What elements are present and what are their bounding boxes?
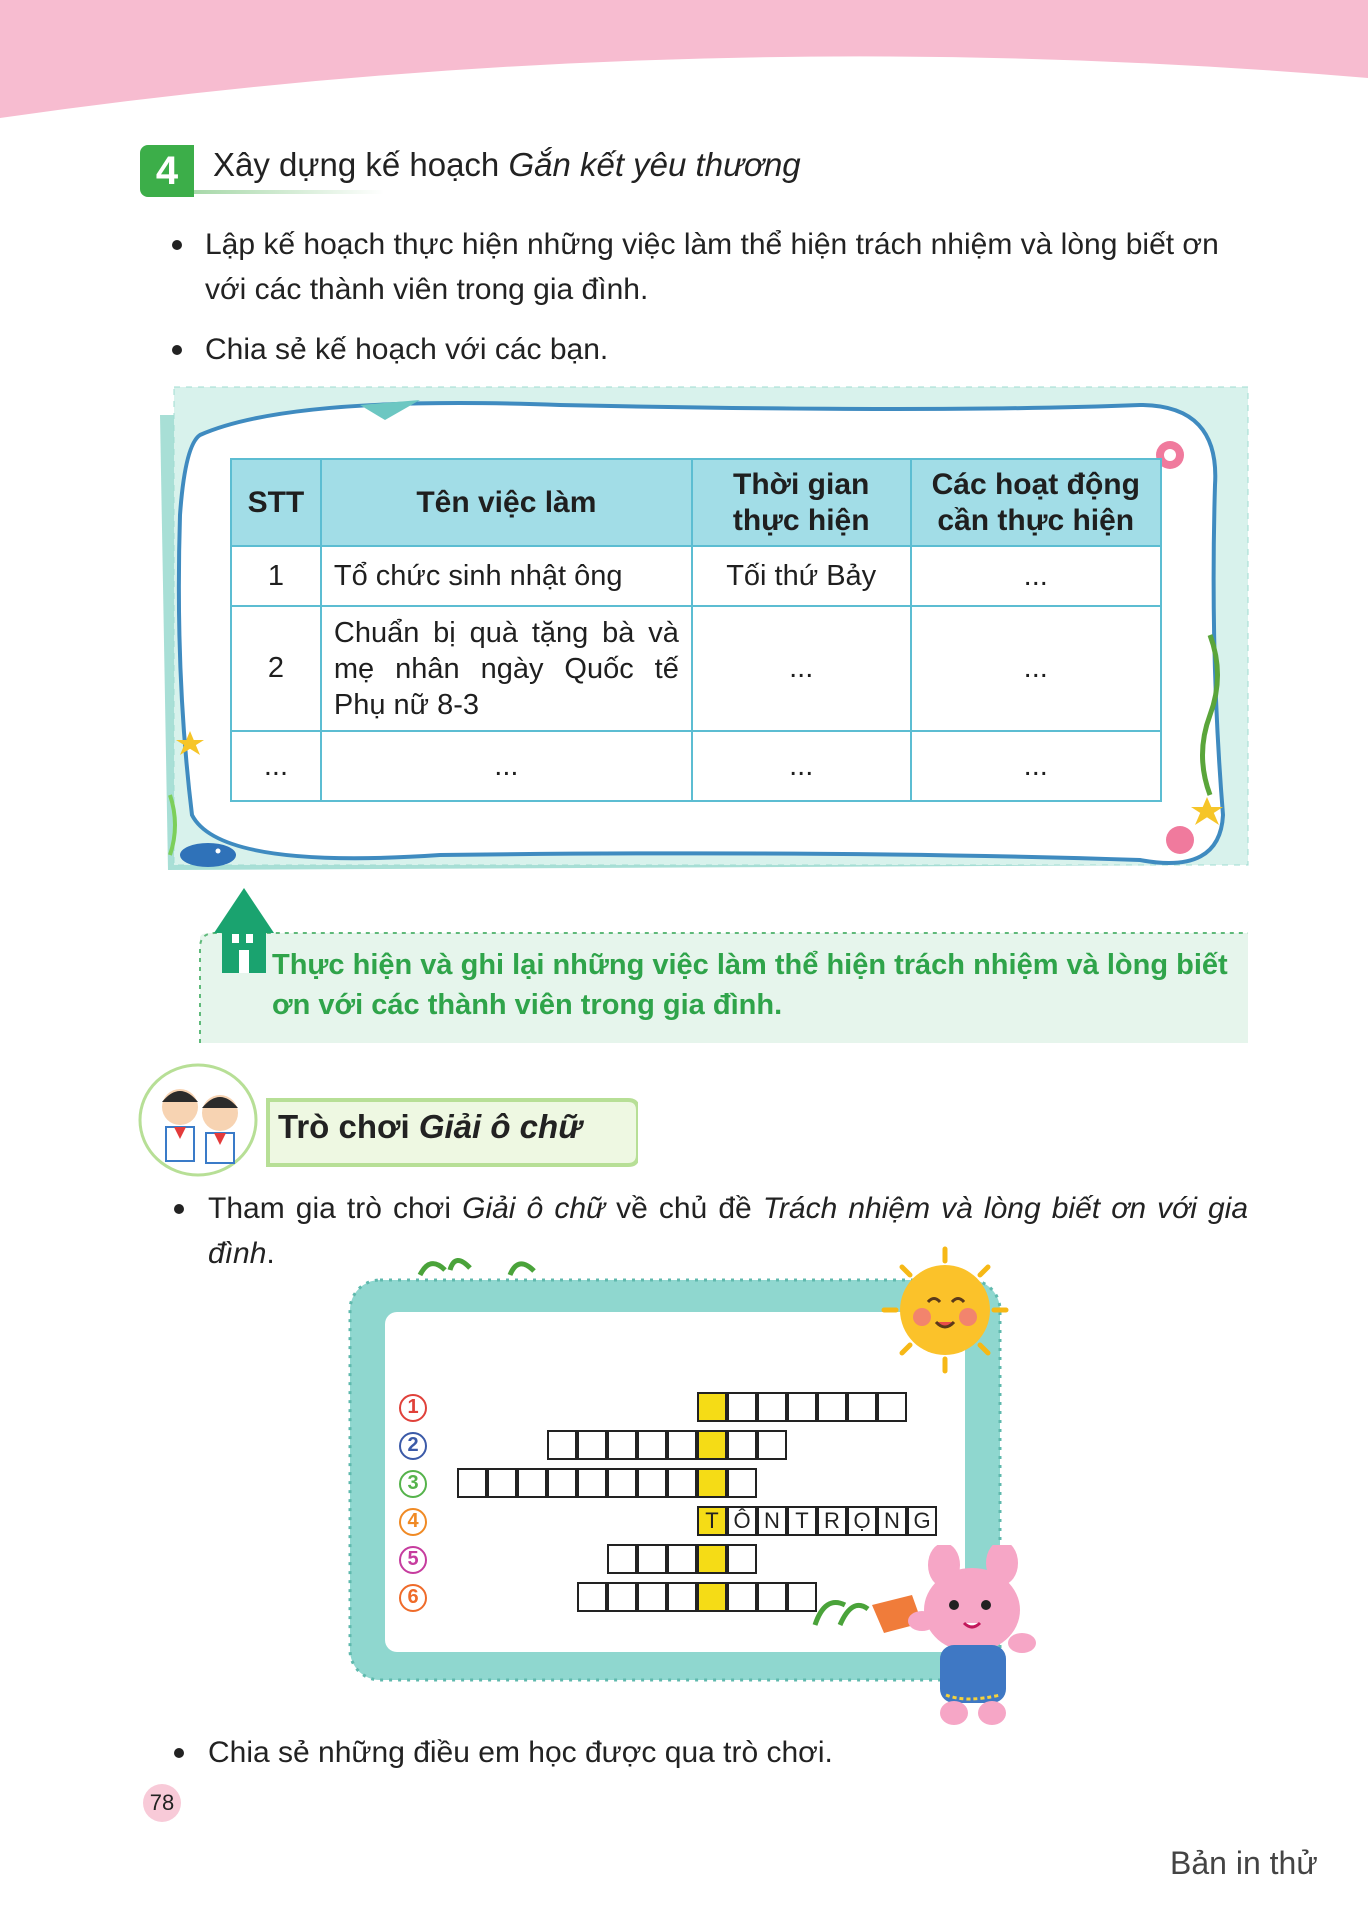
game-closing: Chia sẻ những điều em học được qua trò chơi.	[208, 1736, 833, 1769]
crossword-cell	[787, 1392, 817, 1422]
crossword-cell: G	[907, 1506, 937, 1536]
header-time: Thời gian thực hiện	[692, 459, 911, 546]
section-number-badge: 4	[140, 145, 194, 197]
crossword-cell	[727, 1430, 757, 1460]
crossword-cell	[667, 1468, 697, 1498]
table-cell: Tổ chức sinh nhật ông	[321, 546, 692, 606]
crossword-cell	[757, 1430, 787, 1460]
table-cell: Chuẩn bị quà tặng bà và mẹ nhân ngày Quốc tế Phụ nữ 8-3	[321, 606, 692, 731]
crossword-cell: Ọ	[847, 1506, 877, 1536]
crossword-cell	[577, 1468, 607, 1498]
crossword-cell	[637, 1544, 667, 1574]
table-cell: ...	[692, 606, 911, 731]
crossword-cell: Ô	[727, 1506, 757, 1536]
bullet-dot	[172, 240, 182, 250]
table-cell: Tối thứ Bảy	[692, 546, 911, 606]
draft-label: Bản in thử	[1170, 1845, 1318, 1881]
crossword-key-cell	[697, 1544, 727, 1574]
crossword-cell	[727, 1544, 757, 1574]
crossword-cell: T	[787, 1506, 817, 1536]
crossword-key-cell	[697, 1392, 727, 1422]
section-title-underline	[194, 190, 384, 194]
clue-number-5: 5	[399, 1546, 427, 1574]
section-title: Xây dựng kế hoạch Gắn kết yêu thương	[213, 146, 801, 183]
bullet-dot	[172, 345, 182, 355]
crossword-cell	[457, 1468, 487, 1498]
crossword-key-cell	[697, 1430, 727, 1460]
header-task-name: Tên việc làm	[321, 459, 692, 546]
crossword-cell	[547, 1468, 577, 1498]
clue-number-2: 2	[399, 1432, 427, 1460]
crossword-cell: N	[757, 1506, 787, 1536]
header-band	[0, 0, 1368, 130]
crossword-cell	[727, 1582, 757, 1612]
crossword-cell	[847, 1392, 877, 1422]
crossword-cell	[547, 1430, 577, 1460]
bullet-dot	[174, 1748, 184, 1758]
crossword-cell	[757, 1392, 787, 1422]
crossword-cell	[667, 1430, 697, 1460]
crossword-cell: N	[877, 1506, 907, 1536]
crossword-cell	[637, 1430, 667, 1460]
table-row	[231, 606, 1161, 731]
crossword-cell	[487, 1468, 517, 1498]
table-cell: ...	[321, 731, 692, 801]
crossword-cell	[577, 1582, 607, 1612]
table-cell: ...	[231, 731, 321, 801]
header-activities: Các hoạt động cần thực hiện	[911, 459, 1161, 546]
table-header-row	[231, 459, 1161, 546]
table-row	[231, 546, 1161, 606]
clue-number-3: 3	[399, 1470, 427, 1498]
crossword-cell	[757, 1582, 787, 1612]
clue-number-4: 4	[399, 1508, 427, 1536]
crossword-key-cell: T	[697, 1506, 727, 1536]
crossword-cell	[517, 1468, 547, 1498]
crossword-cell	[877, 1392, 907, 1422]
table-cell: ...	[911, 731, 1161, 801]
game-title: Trò chơi Giải ô chữ	[278, 1108, 582, 1145]
crossword-cell	[727, 1468, 757, 1498]
table-cell: 1	[231, 546, 321, 606]
crossword-cell	[637, 1582, 667, 1612]
crossword-cell	[637, 1468, 667, 1498]
crossword-cell	[607, 1430, 637, 1460]
crossword-key-cell	[697, 1582, 727, 1612]
section-bullet-2: Chia sẻ kế hoạch với các bạn.	[205, 333, 609, 366]
crossword-cell	[667, 1544, 697, 1574]
table-cell: ...	[692, 731, 911, 801]
game-intro: Tham gia trò chơi Giải ô chữ về chủ đề Trách nhiệm và lòng biết ơn với gia đình.	[208, 1192, 1249, 1270]
table-cell: ...	[911, 606, 1161, 731]
clue-number-6: 6	[399, 1584, 427, 1612]
bullet-dot	[174, 1204, 184, 1214]
crossword-cell	[607, 1582, 637, 1612]
page-number: 78	[143, 1784, 181, 1822]
clue-number-1: 1	[399, 1394, 427, 1422]
crossword-cell	[667, 1582, 697, 1612]
table-row	[231, 731, 1161, 801]
table-cell: 2	[231, 606, 321, 731]
home-note-text: Thực hiện và ghi lại những việc làm thể hiện trách nhiệm và lòng biết ơn với các thành viên trong gia đình.	[272, 949, 1228, 1021]
crossword-cell	[577, 1430, 607, 1460]
crossword-key-cell	[697, 1468, 727, 1498]
crossword-cell	[607, 1544, 637, 1574]
crossword-cell	[607, 1468, 637, 1498]
plan-table	[230, 458, 1162, 802]
bunny-illustration	[862, 1545, 1052, 1730]
sun-illustration	[880, 1245, 1010, 1375]
table-cell: ...	[911, 546, 1161, 606]
crossword-cell: R	[817, 1506, 847, 1536]
crossword-cell	[817, 1392, 847, 1422]
header-stt: STT	[231, 459, 321, 546]
crossword-cell	[727, 1392, 757, 1422]
crossword-cell	[787, 1582, 817, 1612]
section-bullet-1: Lập kế hoạch thực hiện những việc làm thể hiện trách nhiệm và lòng biết ơn với các thành viên trong gia đình.	[205, 228, 1219, 306]
